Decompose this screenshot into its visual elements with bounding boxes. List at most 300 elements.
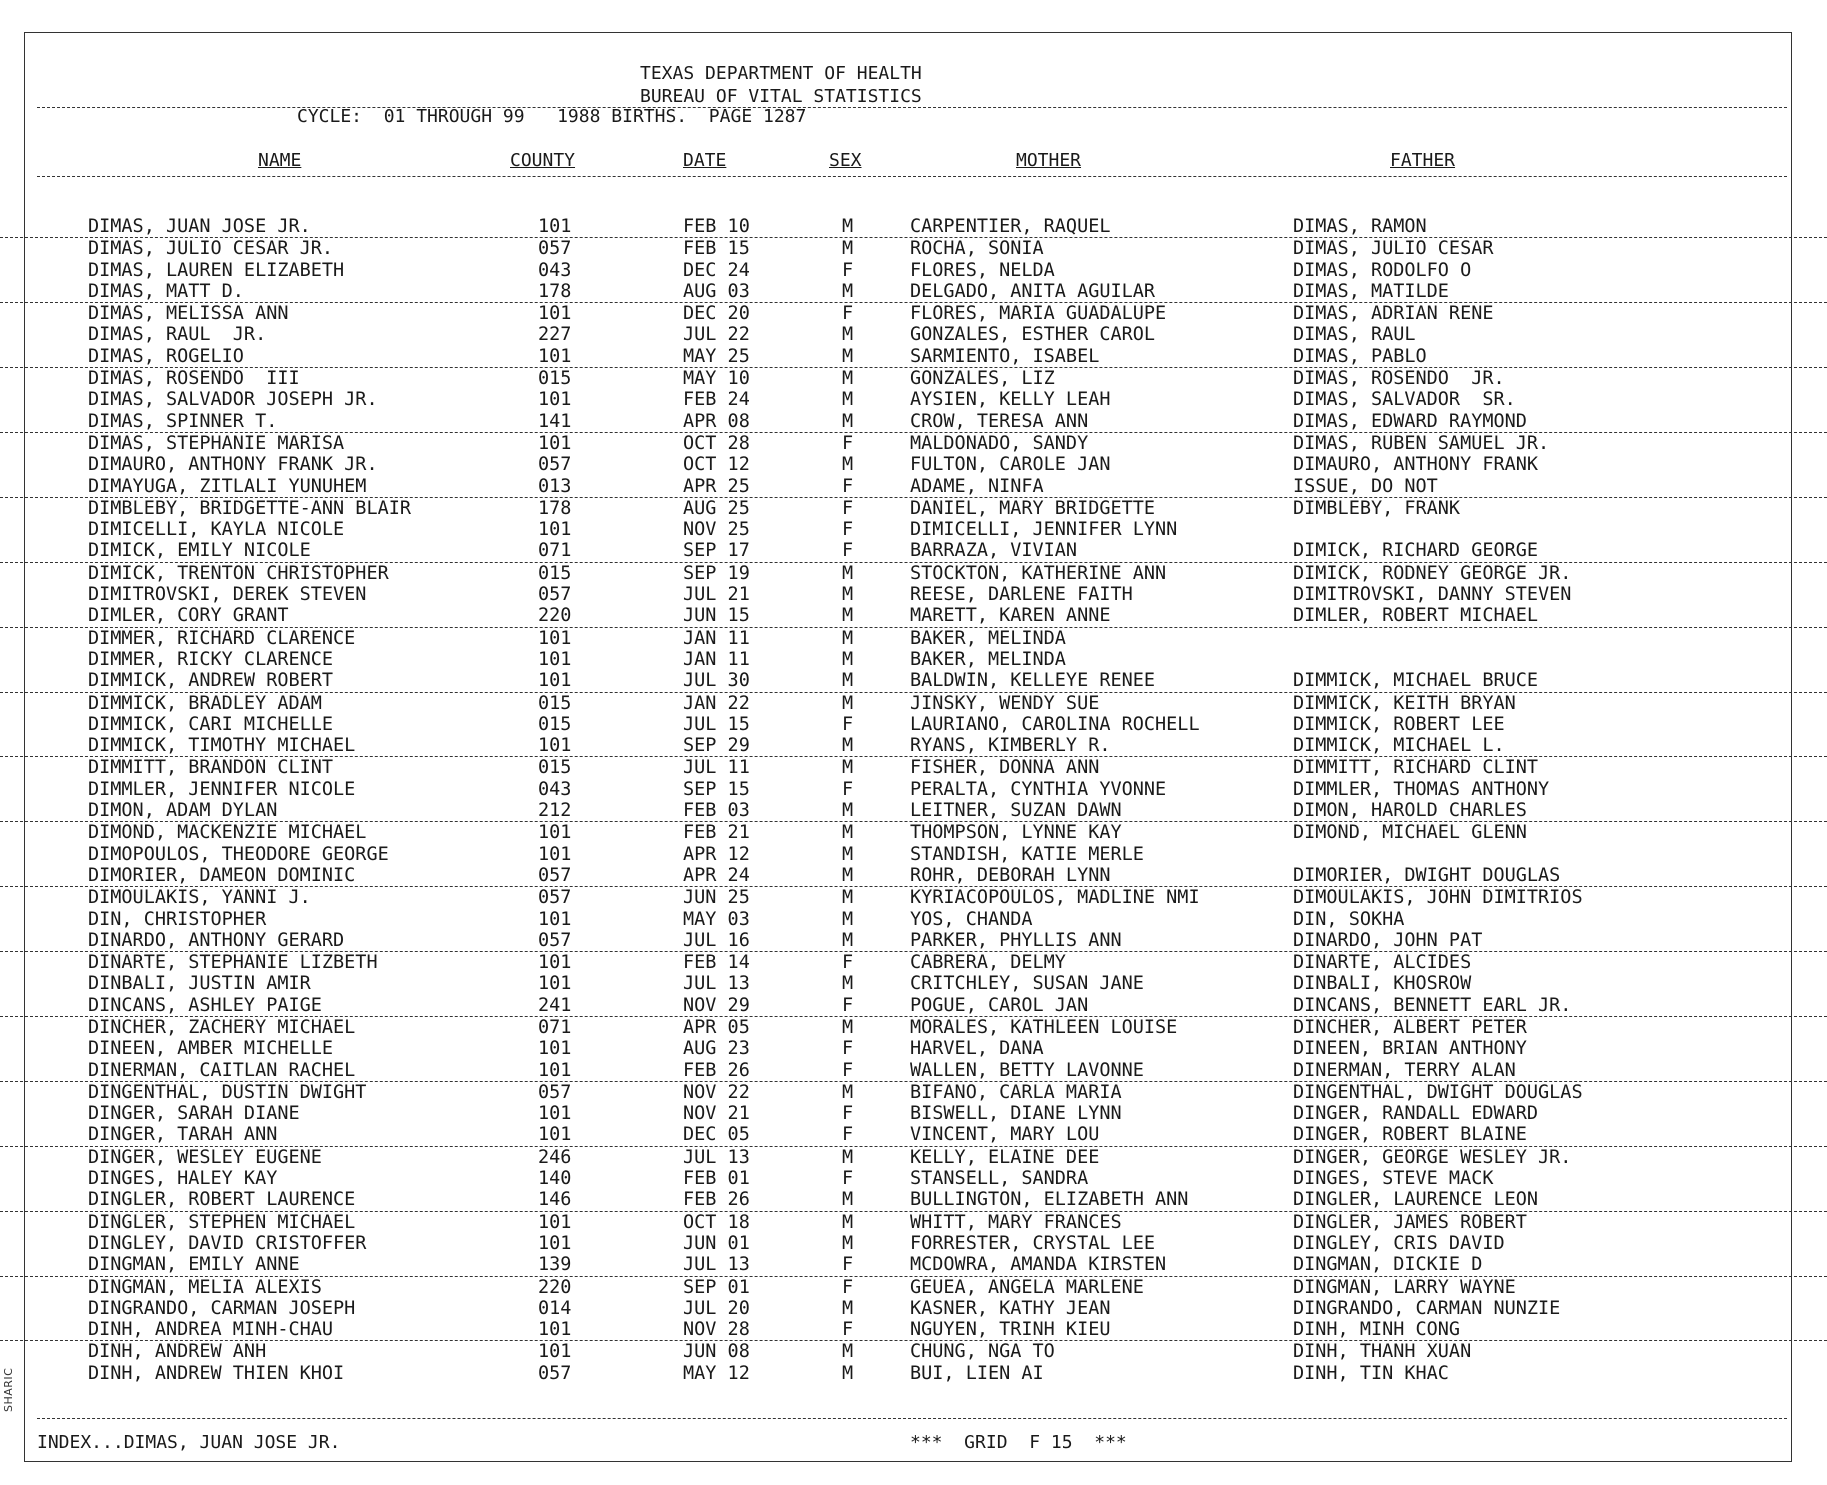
cell-county: 146: [538, 1189, 572, 1211]
cell-date: JUN 01: [683, 1232, 750, 1254]
cell-county: 101: [538, 432, 572, 454]
cell-sex: F: [842, 259, 854, 281]
cell-county: 057: [538, 1081, 572, 1103]
cell-sex: F: [842, 1124, 854, 1146]
cell-name: DIMICK, EMILY NICOLE: [88, 540, 311, 562]
cell-father: DINH, THANH XUAN: [1293, 1341, 1472, 1363]
cell-county: 057: [538, 238, 572, 260]
cell-mother: RYANS, KIMBERLY R.: [910, 735, 1111, 757]
cell-father: DIMMICK, MICHAEL BRUCE: [1293, 670, 1539, 692]
cell-sex: F: [842, 952, 854, 974]
cell-date: JUL 21: [683, 584, 750, 606]
cell-name: DINGER, SARAH DIANE: [88, 1103, 300, 1125]
cell-name: DIMMICK, ANDREW ROBERT: [88, 670, 334, 692]
table-row: [0, 1233, 1827, 1254]
cell-date: MAY 12: [683, 1362, 750, 1384]
cell-sex: M: [842, 822, 854, 844]
cell-mother: BAKER, MELINDA: [910, 648, 1066, 670]
cell-date: MAY 03: [683, 908, 750, 930]
cell-name: DIMBLEBY, BRIDGETTE-ANN BLAIR: [88, 497, 412, 519]
table-row: [0, 995, 1827, 1017]
cell-mother: MCDOWRA, AMANDA KIRSTEN: [910, 1254, 1167, 1276]
cell-date: AUG 23: [683, 1038, 750, 1060]
side-label: SHARIC: [2, 1367, 15, 1412]
cell-county: 057: [538, 454, 572, 476]
table-row: [0, 670, 1827, 692]
cell-date: SEP 01: [683, 1276, 750, 1298]
cell-father: DIMBLEBY, FRANK: [1293, 497, 1461, 519]
cell-mother: BULLINGTON, ELIZABETH ANN: [910, 1189, 1189, 1211]
cell-sex: M: [842, 843, 854, 865]
cell-father: DIMMITT, RICHARD CLINT: [1293, 757, 1539, 779]
cell-name: DINGLER, STEPHEN MICHAEL: [88, 1211, 356, 1233]
cell-date: OCT 28: [683, 432, 750, 454]
cell-county: 043: [538, 259, 572, 281]
cell-mother: BUI, LIEN AI: [910, 1362, 1044, 1384]
cell-name: DIMLER, CORY GRANT: [88, 605, 289, 627]
cell-sex: F: [842, 519, 854, 541]
cell-name: DIMAS, RAUL JR.: [88, 324, 267, 346]
cell-date: JUL 15: [683, 713, 750, 735]
cell-date: DEC 05: [683, 1124, 750, 1146]
cell-mother: POGUE, CAROL JAN: [910, 994, 1089, 1016]
cell-date: APR 25: [683, 475, 750, 497]
cell-county: 043: [538, 778, 572, 800]
table-row: [0, 844, 1827, 865]
cell-sex: M: [842, 1362, 854, 1384]
cell-father: DIMOULAKIS, JOHN DIMITRIOS: [1293, 887, 1583, 909]
cell-mother: FULTON, CAROLE JAN: [910, 454, 1111, 476]
cell-date: JUL 13: [683, 1254, 750, 1276]
cell-name: DINH, ANDREW THIEN KHOI: [88, 1362, 345, 1384]
column-header-sex: SEX: [829, 150, 862, 171]
cell-date: JUL 30: [683, 670, 750, 692]
cell-date: NOV 22: [683, 1081, 750, 1103]
table-row: [0, 605, 1827, 627]
table-row: [0, 1341, 1827, 1362]
cell-county: 101: [538, 345, 572, 367]
cell-sex: M: [842, 1146, 854, 1168]
cell-date: JUN 15: [683, 605, 750, 627]
table-row: [0, 952, 1827, 973]
cell-county: 101: [538, 1124, 572, 1146]
cell-date: FEB 10: [683, 216, 750, 237]
cell-name: DINARTE, STEPHANIE LIZBETH: [88, 952, 378, 974]
cell-name: DINCHER, ZACHERY MICHAEL: [88, 1016, 356, 1038]
cell-sex: F: [842, 1103, 854, 1125]
cell-name: DINARDO, ANTHONY GERARD: [88, 929, 345, 951]
cell-date: APR 24: [683, 864, 750, 886]
cell-date: FEB 14: [683, 952, 750, 974]
cell-county: 015: [538, 692, 572, 714]
cell-mother: WHITT, MARY FRANCES: [910, 1211, 1122, 1233]
cell-sex: M: [842, 562, 854, 584]
cell-name: DIMAS, JUAN JOSE JR.: [88, 216, 311, 237]
cell-date: SEP 15: [683, 778, 750, 800]
cell-county: 141: [538, 410, 572, 432]
cell-date: JUL 16: [683, 929, 750, 951]
cell-mother: LAURIANO, CAROLINA ROCHELL: [910, 713, 1200, 735]
cell-sex: M: [842, 368, 854, 390]
cell-date: JAN 11: [683, 627, 750, 649]
cell-county: 071: [538, 540, 572, 562]
table-row: [0, 1017, 1827, 1038]
cell-sex: M: [842, 800, 854, 822]
cell-date: APR 05: [683, 1016, 750, 1038]
cell-sex: M: [842, 454, 854, 476]
table-row: [0, 800, 1827, 822]
cell-name: DINBALI, JUSTIN AMIR: [88, 973, 311, 995]
cell-father: DIMITROVSKI, DANNY STEVEN: [1293, 584, 1572, 606]
table-row: [0, 238, 1827, 259]
cell-name: DIMOULAKIS, YANNI J.: [88, 887, 311, 909]
table-row: [0, 216, 1827, 238]
cell-county: 101: [538, 1319, 572, 1341]
cell-mother: BISWELL, DIANE LYNN: [910, 1103, 1122, 1125]
cell-mother: NGUYEN, TRINH KIEU: [910, 1319, 1111, 1341]
table-row: [0, 735, 1827, 757]
table-row: [0, 714, 1827, 735]
cell-county: 101: [538, 908, 572, 930]
cell-county: 101: [538, 1232, 572, 1254]
cell-mother: REESE, DARLENE FAITH: [910, 584, 1133, 606]
cell-county: 101: [538, 735, 572, 757]
cell-father: DIMLER, ROBERT MICHAEL: [1293, 605, 1539, 627]
cell-mother: CRITCHLEY, SUSAN JANE: [910, 973, 1144, 995]
table-row: [0, 1319, 1827, 1341]
cell-date: JUL 11: [683, 757, 750, 779]
cell-name: DIMICELLI, KAYLA NICOLE: [88, 519, 345, 541]
cell-date: JAN 22: [683, 692, 750, 714]
cell-mother: YOS, CHANDA: [910, 908, 1033, 930]
cell-sex: M: [842, 757, 854, 779]
cell-sex: M: [842, 887, 854, 909]
footer-divider: [37, 1418, 1787, 1419]
cell-name: DIMORIER, DAMEON DOMINIC: [88, 864, 356, 886]
cell-mother: ROCHA, SONIA: [910, 238, 1044, 260]
table-row: [0, 1060, 1827, 1082]
cell-date: NOV 25: [683, 519, 750, 541]
cell-sex: F: [842, 475, 854, 497]
cell-county: 178: [538, 280, 572, 302]
cell-name: DINGES, HALEY KAY: [88, 1168, 278, 1190]
cell-name: DIMAS, LAUREN ELIZABETH: [88, 259, 345, 281]
cell-father: DIMORIER, DWIGHT DOUGLAS: [1293, 864, 1561, 886]
cell-county: 212: [538, 800, 572, 822]
cell-date: DEC 24: [683, 259, 750, 281]
cell-father: DIMAURO, ANTHONY FRANK: [1293, 454, 1539, 476]
column-header-name: NAME: [258, 150, 302, 171]
cell-father: DINH, MINH CONG: [1293, 1319, 1461, 1341]
cell-date: FEB 01: [683, 1168, 750, 1190]
cell-name: DIMON, ADAM DYLAN: [88, 800, 278, 822]
cell-name: DIMAS, SPINNER T.: [88, 410, 278, 432]
report-subtitle: BUREAU OF VITAL STATISTICS: [640, 86, 922, 107]
cell-father: DINGLER, JAMES ROBERT: [1293, 1211, 1527, 1233]
cell-county: 015: [538, 562, 572, 584]
cell-county: 140: [538, 1168, 572, 1190]
cell-name: DIMMICK, CARI MICHELLE: [88, 713, 334, 735]
column-header-father: FATHER: [1390, 150, 1456, 171]
cell-name: DIMAS, ROGELIO: [88, 345, 244, 367]
cell-county: 101: [538, 952, 572, 974]
cell-sex: F: [842, 432, 854, 454]
cell-county: 101: [538, 670, 572, 692]
cell-name: DINGMAN, MELIA ALEXIS: [88, 1276, 322, 1298]
cell-mother: STANSELL, SANDRA: [910, 1168, 1089, 1190]
cell-father: DIMMICK, KEITH BRYAN: [1293, 692, 1516, 714]
cell-father: DINCHER, ALBERT PETER: [1293, 1016, 1527, 1038]
cell-date: NOV 28: [683, 1319, 750, 1341]
cell-mother: ROHR, DEBORAH LYNN: [910, 864, 1111, 886]
cell-county: 139: [538, 1254, 572, 1276]
cell-mother: CARPENTIER, RAQUEL: [910, 216, 1111, 237]
cell-sex: M: [842, 280, 854, 302]
cell-county: 178: [538, 497, 572, 519]
cell-name: DIMOND, MACKENZIE MICHAEL: [88, 822, 367, 844]
cell-name: DIMICK, TRENTON CHRISTOPHER: [88, 562, 389, 584]
cell-father: DINCANS, BENNETT EARL JR.: [1293, 994, 1572, 1016]
table-row: [0, 389, 1827, 410]
cell-county: 015: [538, 713, 572, 735]
cell-sex: M: [842, 670, 854, 692]
table-row: [0, 303, 1827, 324]
cell-father: DIMICK, RICHARD GEORGE: [1293, 540, 1539, 562]
cell-county: 015: [538, 757, 572, 779]
cell-name: DINH, ANDREA MINH-CHAU: [88, 1319, 334, 1341]
table-row: [0, 865, 1827, 887]
cell-mother: BIFANO, CARLA MARIA: [910, 1081, 1122, 1103]
table-row: [0, 519, 1827, 540]
cell-father: DIMMICK, ROBERT LEE: [1293, 713, 1505, 735]
cell-date: DEC 20: [683, 303, 750, 325]
cell-sex: M: [842, 1341, 854, 1363]
cell-date: SEP 17: [683, 540, 750, 562]
cell-mother: BALDWIN, KELLEYE RENEE: [910, 670, 1156, 692]
table-row: [0, 1212, 1827, 1233]
cell-mother: STANDISH, KATIE MERLE: [910, 843, 1144, 865]
cell-sex: M: [842, 1189, 854, 1211]
cell-county: 057: [538, 929, 572, 951]
cell-date: JAN 11: [683, 648, 750, 670]
cell-county: 101: [538, 1211, 572, 1233]
cell-county: 014: [538, 1297, 572, 1319]
cell-mother: JINSKY, WENDY SUE: [910, 692, 1100, 714]
cell-date: SEP 29: [683, 735, 750, 757]
cell-county: 246: [538, 1146, 572, 1168]
table-row: [0, 540, 1827, 562]
cell-date: MAY 10: [683, 368, 750, 390]
cell-sex: F: [842, 1059, 854, 1081]
cell-sex: M: [842, 648, 854, 670]
cell-mother: DANIEL, MARY BRIDGETTE: [910, 497, 1156, 519]
table-row: [0, 973, 1827, 994]
cell-mother: GEUEA, ANGELA MARLENE: [910, 1276, 1144, 1298]
cell-county: 101: [538, 843, 572, 865]
cell-sex: M: [842, 345, 854, 367]
cell-mother: CHUNG, NGA TO: [910, 1341, 1055, 1363]
cell-sex: M: [842, 735, 854, 757]
cell-mother: KASNER, KATHY JEAN: [910, 1297, 1111, 1319]
cell-county: 220: [538, 1276, 572, 1298]
table-row: [0, 368, 1827, 389]
cell-mother: KYRIACOPOULOS, MADLINE NMI: [910, 887, 1200, 909]
column-header-divider: [37, 176, 1787, 177]
cell-sex: F: [842, 994, 854, 1016]
cell-mother: VINCENT, MARY LOU: [910, 1124, 1100, 1146]
cell-name: DIMAS, ROSENDO III: [88, 368, 300, 390]
cell-sex: M: [842, 238, 854, 260]
cell-mother: MARETT, KAREN ANNE: [910, 605, 1111, 627]
cell-mother: BARRAZA, VIVIAN: [910, 540, 1078, 562]
cell-father: DINARTE, ALCIDES: [1293, 952, 1472, 974]
table-row: [0, 563, 1827, 584]
cell-sex: M: [842, 1016, 854, 1038]
records-table: [0, 216, 1827, 1384]
table-row: [0, 930, 1827, 952]
cell-sex: F: [842, 1168, 854, 1190]
cell-mother: MORALES, KATHLEEN LOUISE: [910, 1016, 1178, 1038]
cell-county: 101: [538, 216, 572, 237]
cell-date: AUG 25: [683, 497, 750, 519]
table-row: [0, 476, 1827, 498]
cell-sex: F: [842, 497, 854, 519]
cell-date: FEB 15: [683, 238, 750, 260]
cell-name: DIMMITT, BRANDON CLINT: [88, 757, 334, 779]
table-row: [0, 1363, 1827, 1384]
table-row: [0, 324, 1827, 345]
cell-name: DINH, ANDREW ANH: [88, 1341, 267, 1363]
cell-father: DINGRANDO, CARMAN NUNZIE: [1293, 1297, 1561, 1319]
cell-name: DIMMER, RICKY CLARENCE: [88, 648, 334, 670]
table-row: [0, 1277, 1827, 1298]
column-header-date: DATE: [683, 150, 727, 171]
cell-sex: M: [842, 216, 854, 237]
cell-name: DINGRANDO, CARMAN JOSEPH: [88, 1297, 356, 1319]
cell-county: 101: [538, 1038, 572, 1060]
cell-mother: GONZALES, LIZ: [910, 368, 1055, 390]
table-row: [0, 693, 1827, 714]
cell-father: DINGES, STEVE MACK: [1293, 1168, 1494, 1190]
cell-name: DIMMICK, TIMOTHY MICHAEL: [88, 735, 356, 757]
cell-father: DINH, TIN KHAC: [1293, 1362, 1449, 1384]
table-row: [0, 1082, 1827, 1103]
table-row: [0, 584, 1827, 605]
cell-mother: PARKER, PHYLLIS ANN: [910, 929, 1122, 951]
cell-name: DINGENTHAL, DUSTIN DWIGHT: [88, 1081, 367, 1103]
cell-mother: HARVEL, DANA: [910, 1038, 1044, 1060]
cell-father: DINARDO, JOHN PAT: [1293, 929, 1483, 951]
cell-county: 101: [538, 973, 572, 995]
cell-name: DIMAS, SALVADOR JOSEPH JR.: [88, 389, 378, 411]
column-header-county: COUNTY: [510, 150, 576, 171]
cell-date: NOV 21: [683, 1103, 750, 1125]
cell-date: NOV 29: [683, 994, 750, 1016]
table-row: [0, 1168, 1827, 1189]
cell-mother: THOMPSON, LYNNE KAY: [910, 822, 1122, 844]
table-row: [0, 779, 1827, 800]
table-row: [0, 628, 1827, 649]
cell-county: 013: [538, 475, 572, 497]
cell-date: JUN 08: [683, 1341, 750, 1363]
cell-name: DINERMAN, CAITLAN RACHEL: [88, 1059, 356, 1081]
index-label: INDEX...DIMAS, JUAN JOSE JR.: [37, 1432, 341, 1453]
cell-date: JUL 22: [683, 324, 750, 346]
cell-father: DINGER, RANDALL EDWARD: [1293, 1103, 1539, 1125]
cell-date: MAY 25: [683, 345, 750, 367]
cell-father: DIMAS, PABLO: [1293, 345, 1427, 367]
cell-father: DIMAS, EDWARD RAYMOND: [1293, 410, 1527, 432]
cell-sex: M: [842, 584, 854, 606]
cell-name: DIMAS, MELISSA ANN: [88, 303, 289, 325]
cell-county: 101: [538, 1341, 572, 1363]
cell-father: DIN, SOKHA: [1293, 908, 1405, 930]
cell-county: 220: [538, 605, 572, 627]
cell-father: DIMAS, JULIO CESAR: [1293, 238, 1494, 260]
table-row: [0, 1147, 1827, 1168]
cell-sex: M: [842, 908, 854, 930]
cell-sex: M: [842, 692, 854, 714]
table-row: [0, 1038, 1827, 1059]
cell-mother: PERALTA, CYNTHIA YVONNE: [910, 778, 1167, 800]
cell-date: OCT 12: [683, 454, 750, 476]
cell-date: APR 08: [683, 410, 750, 432]
cell-date: JUN 25: [683, 887, 750, 909]
table-row: [0, 1298, 1827, 1319]
cell-mother: GONZALES, ESTHER CAROL: [910, 324, 1156, 346]
cell-mother: FLORES, NELDA: [910, 259, 1055, 281]
grid-label: *** GRID F 15 ***: [910, 1432, 1127, 1453]
cell-sex: F: [842, 303, 854, 325]
cell-name: DIMAYUGA, ZITLALI YUNUHEM: [88, 475, 367, 497]
cell-father: DIMAS, MATILDE: [1293, 280, 1449, 302]
cell-county: 101: [538, 1103, 572, 1125]
report-title: TEXAS DEPARTMENT OF HEALTH: [640, 63, 922, 84]
cell-father: DINGLEY, CRIS DAVID: [1293, 1232, 1505, 1254]
cell-name: DINEEN, AMBER MICHELLE: [88, 1038, 334, 1060]
cell-date: OCT 18: [683, 1211, 750, 1233]
table-row: [0, 909, 1827, 930]
cell-father: DINGER, GEORGE WESLEY JR.: [1293, 1146, 1572, 1168]
cell-name: DIMAURO, ANTHONY FRANK JR.: [88, 454, 378, 476]
table-row: [0, 433, 1827, 454]
cell-county: 057: [538, 584, 572, 606]
cell-mother: DELGADO, ANITA AGUILAR: [910, 280, 1156, 302]
cell-mother: KELLY, ELAINE DEE: [910, 1146, 1100, 1168]
table-row: [0, 887, 1827, 908]
cell-father: DIMAS, RODOLFO O: [1293, 259, 1472, 281]
cell-sex: F: [842, 778, 854, 800]
cell-sex: F: [842, 1319, 854, 1341]
cell-mother: ADAME, NINFA: [910, 475, 1044, 497]
cell-father: DINERMAN, TERRY ALAN: [1293, 1059, 1516, 1081]
cell-date: FEB 21: [683, 822, 750, 844]
cell-mother: FORRESTER, CRYSTAL LEE: [910, 1232, 1156, 1254]
cell-sex: M: [842, 1232, 854, 1254]
cell-county: 101: [538, 627, 572, 649]
cell-father: DIMICK, RODNEY GEORGE JR.: [1293, 562, 1572, 584]
cell-name: DIMITROVSKI, DEREK STEVEN: [88, 584, 367, 606]
cell-sex: M: [842, 324, 854, 346]
cell-sex: M: [842, 1081, 854, 1103]
cell-name: DIMMICK, BRADLEY ADAM: [88, 692, 322, 714]
cell-father: DINGENTHAL, DWIGHT DOUGLAS: [1293, 1081, 1583, 1103]
cell-county: 101: [538, 822, 572, 844]
cycle-line: CYCLE: 01 THROUGH 99 1988 BIRTHS. PAGE 1287: [297, 106, 807, 127]
cell-name: DINCANS, ASHLEY PAIGE: [88, 994, 322, 1016]
cell-sex: M: [842, 929, 854, 951]
cell-county: 227: [538, 324, 572, 346]
